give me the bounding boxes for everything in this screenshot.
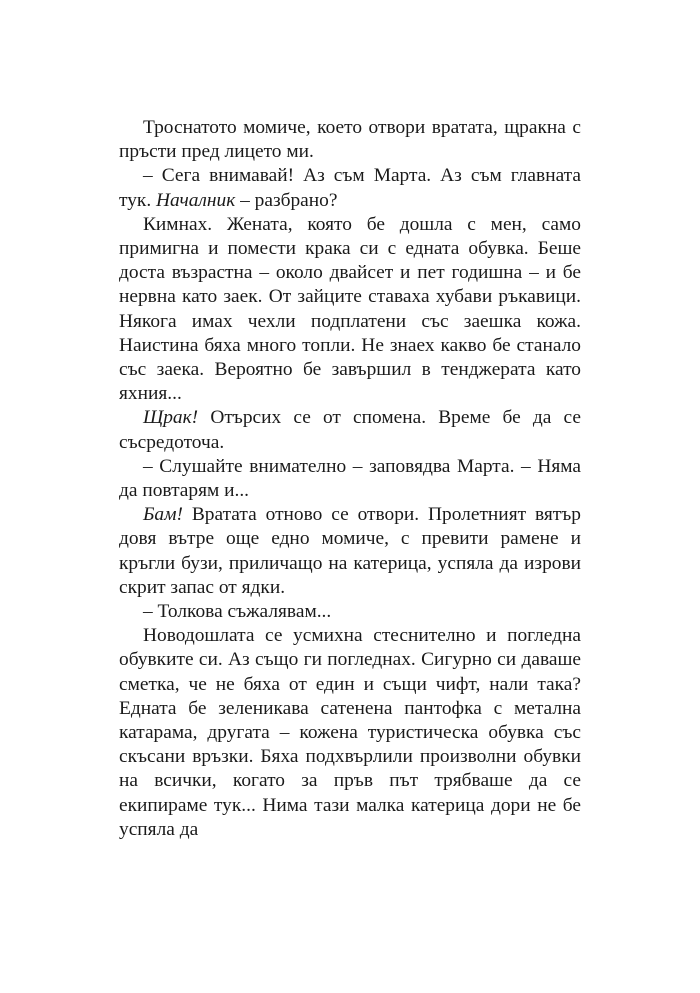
text-run: – разбрано? xyxy=(235,189,338,211)
text-run: – Слушайте внимателно – заповядва Марта. – Няма да повтарям и... xyxy=(119,455,581,502)
italic-text-run: Щрак! xyxy=(143,407,199,429)
text-run: Троснатото момиче, което отвори вратата, щракна с пръсти пред лицето ми. xyxy=(119,117,581,163)
paragraph xyxy=(119,116,581,164)
text-run: – Сега внимавай! Аз съм Марта. Аз съм главната тук. xyxy=(119,165,581,211)
paragraph xyxy=(119,503,581,600)
paragraph xyxy=(119,164,581,212)
text-run: Отърсих се от спомена. Време бе да се съсредоточа. xyxy=(119,407,581,453)
text-run: Вратата отново се отвори. Пролетният вятър довя вътре още едно момиче, с превити рамене и кръгли бузи, приличащо на катерица, успяла да изрови скрит запас от ядки. xyxy=(119,504,581,598)
italic-text-run: Бам! xyxy=(143,504,183,526)
paragraph xyxy=(119,406,581,454)
text-run: Новодошлата се усмихна стеснително и погледна обувките си. Аз също ги погледнах. Сигурно си даваше сметка, че не бяха от един и същи чифт, нали така? Едната бе зеленикава сатенена пантофка с метална катарама, другата – кожена туристическа обувка със скъсани връзки. Бяха подхвърлили произволни обувки на всички, когато за пръв път трябваше да се екипираме тук... Нима тази малка катерица дори не бе успяла да xyxy=(119,625,581,840)
page-body xyxy=(119,116,581,842)
paragraph xyxy=(119,624,581,842)
italic-text-run: Началник xyxy=(156,189,236,211)
paragraph xyxy=(119,455,581,503)
paragraph xyxy=(119,213,581,407)
text-run: Кимнах. Жената, която бе дошла с мен, само примигна и помести крака си с едната обувка. Беше доста възрастна – около двайсет и пет годишна – и бе нервна като заек. От зайците ставаха хубави ръкавици. Някога имах чехли подплатени със заешка кожа. Наистина бяха много топли. Не знаех какво бе станало със заека. Вероятно бе завършил в тенджерата като яхния... xyxy=(119,213,581,405)
paragraph xyxy=(119,600,581,624)
text-run: – Толкова съжалявам... xyxy=(143,601,332,623)
